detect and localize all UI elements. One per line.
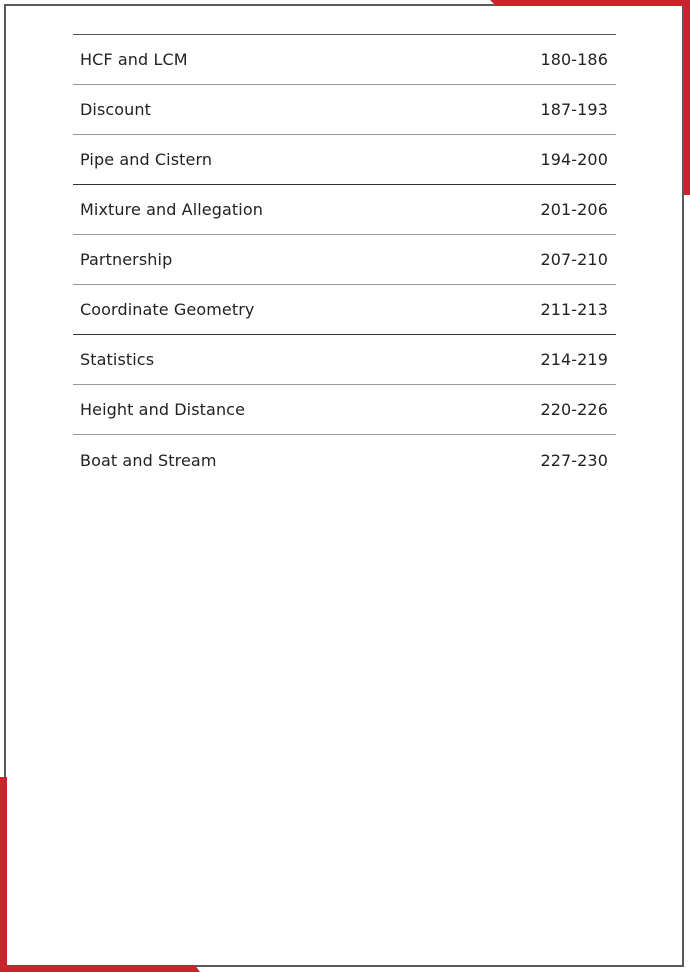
toc-pages: 194-200 bbox=[540, 150, 608, 169]
toc-row[interactable] bbox=[73, 335, 616, 385]
corner-accent-bottom-left bbox=[0, 772, 200, 972]
toc-pages: 211-213 bbox=[540, 300, 608, 319]
toc-row[interactable] bbox=[73, 385, 616, 435]
toc-pages: 214-219 bbox=[540, 350, 608, 369]
toc-row[interactable] bbox=[73, 135, 616, 185]
toc-pages: 207-210 bbox=[540, 250, 608, 269]
toc-topic: HCF and LCM bbox=[80, 50, 188, 69]
toc-row[interactable] bbox=[73, 235, 616, 285]
toc-topic: Height and Distance bbox=[80, 400, 246, 419]
toc-pages: 187-193 bbox=[540, 100, 608, 119]
toc-topic: Statistics bbox=[80, 350, 155, 369]
toc-topic: Mixture and Allegation bbox=[80, 200, 263, 219]
toc-topic: Partnership bbox=[80, 250, 173, 269]
toc-row[interactable] bbox=[73, 285, 616, 335]
table-of-contents bbox=[73, 34, 616, 485]
toc-topic: Coordinate Geometry bbox=[80, 300, 255, 319]
toc-row[interactable] bbox=[73, 435, 616, 485]
toc-row[interactable] bbox=[73, 185, 616, 235]
toc-pages: 220-226 bbox=[540, 400, 608, 419]
toc-topic: Boat and Stream bbox=[80, 450, 217, 470]
toc-topic: Discount bbox=[80, 100, 152, 119]
toc-topic: Pipe and Cistern bbox=[80, 150, 213, 169]
toc-row[interactable] bbox=[73, 85, 616, 135]
toc-pages: 227-230 bbox=[540, 450, 608, 470]
toc-pages: 201-206 bbox=[540, 200, 608, 219]
toc-pages: 180-186 bbox=[540, 50, 608, 69]
toc-row[interactable] bbox=[73, 35, 616, 85]
